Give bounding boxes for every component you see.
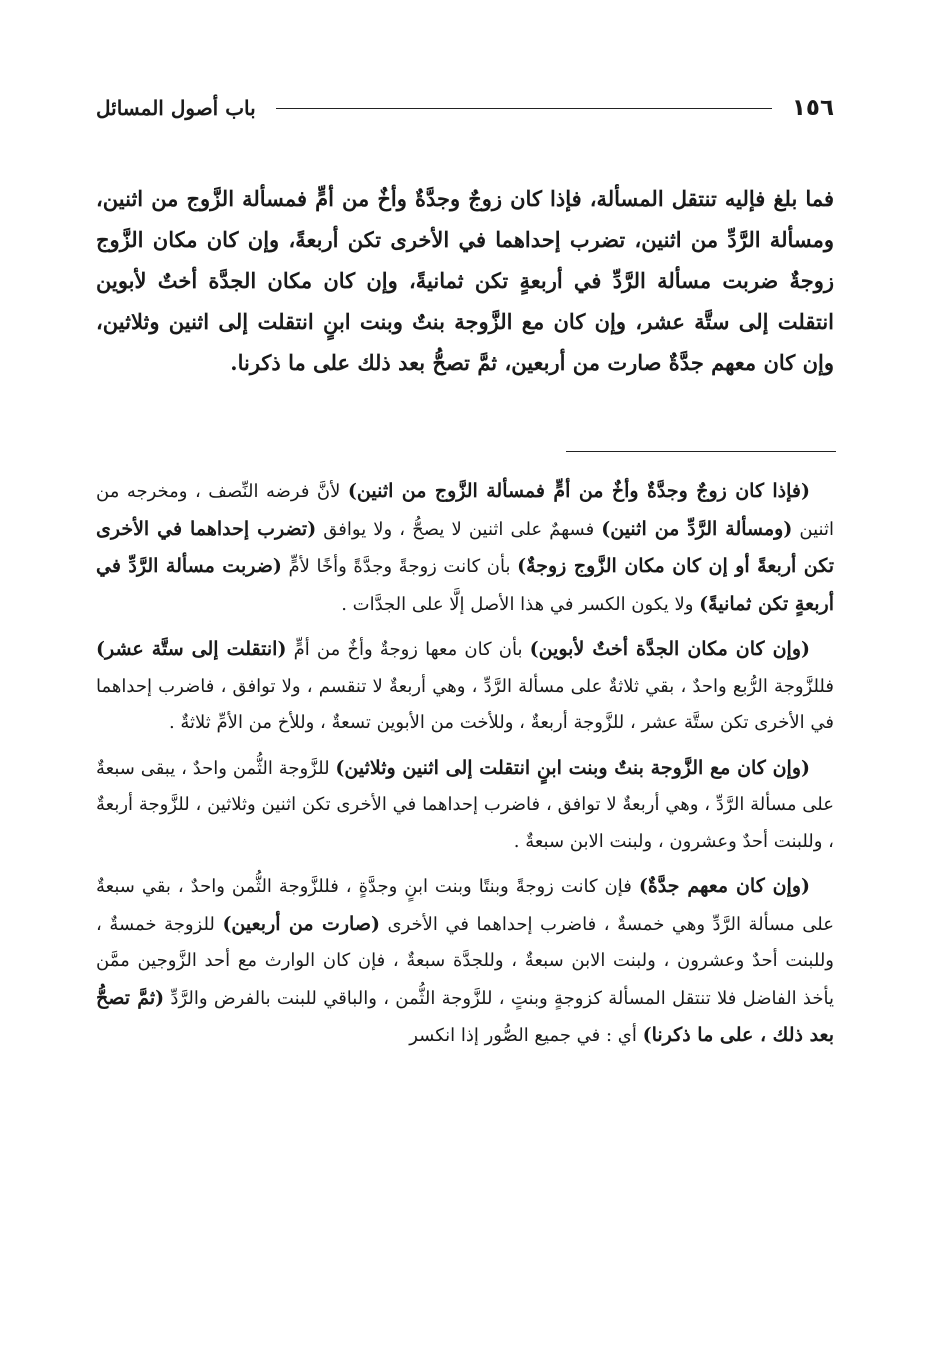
commentary-text: أي : في جميع الصُّور إذا انكسر [409,1025,643,1046]
quoted-matn: (انتقلت إلى ستَّة عشر) [96,638,287,660]
chapter-title: باب أصول المسائل [96,96,256,120]
commentary-text: للزوجة خمسةٌ ، وللبنت أحدٌ وعشرون ، ولبنت الابن سبعةٌ ، وللجدَّة سبعةٌ ، فإن كان الوارث مع أحد الزَّوجين ممَّن يأخذ الفاضل فلا تنتقل المسألة كزوجةٍ وبنتٍ ، للزَّوجة الثُّمن ، والباقي للبنت بالفرض والرَّدِّ [96,913,834,1009]
quoted-matn: (فإذا كان زوجٌ وجدَّةٌ وأخٌ من أمٍّ فمسألة الزَّوج من اثنين) [347,480,810,502]
commentary-text: فسهمٌ على اثنين لا يصحُّ ، ولا يوافق [316,518,602,540]
commentary-text: لأنَّ فرضه النِّصف ، ومخرجه من اثنين [96,481,834,540]
page-number: ١٥٦ [791,95,834,121]
header-rule [276,108,772,109]
commentary-paragraph [96,750,834,861]
quoted-matn: (وإن كان معهم جدَّةٌ) [638,875,811,897]
quoted-matn: (ضربت مسألة الرَّدِّ في أربعةٍ تكن ثمانيةً) [96,555,834,615]
commentary [96,473,834,1055]
commentary-paragraph [96,631,834,742]
commentary-paragraph [96,473,834,623]
commentary-text: فللزَّوجة الرُّبع واحدٌ ، بقي ثلاثةٌ على مسألة الرَّدِّ ، وهي أربعةٌ لا تنقسم ، ولا توافق ، فاضرب إحداهما في الأخرى تكن ستَّة عشر ، للزَّوجة أربعةٌ ، وللأخت من الأبوين تسعةٌ ، وللأخ من الأمِّ ثلاثةٌ . [96,675,834,733]
quoted-matn: (وإن كان مع الزَّوجة بنتٌ وبنت ابنٍ انتقلت إلى اثنين وثلاثين) [335,756,810,779]
quoted-matn: (ومسألة الرَّدِّ من اثنين) [601,517,793,540]
commentary-paragraph [96,868,834,1055]
commentary-text: بأن كان معها زوجةٌ وأخٌ من أمٍّ [286,639,530,660]
commentary-text: بأن كانت زوجةً وجدَّةً وأخًا لأمٍّ [281,556,518,577]
quoted-matn: (صارت من أربعين) [222,912,380,935]
main-paragraph: فما بلغ فإليه تنتقل المسألة، فإذا كان زوجٌ وجدَّةٌ وأخٌ من أمٍّ فمسألة الزَّوج من اثنين، ومسألة الرَّدِّ من اثنين، تضرب إحداهما في الأخرى تكن أربعةً، وإن كان مكان الزَّوج زوجةٌ ضربت مسألة الرَّدِّ في أربعةٍ تكن ثمانيةً، وإن كان مكان الجدَّة أختٌ لأبوين انتقلت إلى ستَّة عشر، وإن كان مع الزَّوجة بنتٌ وبنت ابنٍ انتقلت إلى اثنين وثلاثين، وإن كان معهم جدَّةٌ صارت من أربعين، ثمَّ تصحُّ بعد ذلك على ما ذكرنا. [96,186,834,375]
footnote-separator [566,451,836,452]
commentary-text: فإن كانت زوجةً وبنتًا وبنت ابنٍ وجدَّةٍ ، فللزَّوجة الثُّمن واحدٌ ، بقي سبعةٌ على مسألة الرَّدِّ وهي خمسةٌ ، فاضرب إحداهما في الأخرى [96,876,835,935]
commentary-text: ولا يكون الكسر في هذا الأصل إلَّا على الجدَّات . [341,593,700,615]
main-text [96,178,834,383]
commentary-text: للزَّوجة الثُّمن واحدٌ ، يبقى سبعةٌ على مسألة الرَّدِّ ، وهي أربعةٌ لا توافق ، فاضرب إحداهما في الأخرى تكن اثنين وثلاثين ، للزَّوجة أربعةٌ ، وللبنت أحدٌ وعشرون ، ولبنت الابن سبعةٌ . [96,757,834,852]
quoted-matn: (ثمَّ تصحُّ بعد ذلك ، على ما ذكرنا) [96,986,834,1046]
page-header [96,88,834,128]
quoted-matn: (وإن كان مكان الجدَّة أختٌ لأبوين) [529,638,810,660]
quoted-matn: (تضرب إحداهما في الأخرى تكن أربعةً أو إن كان مكان الزَّوج زوجةٌ) [96,517,835,577]
